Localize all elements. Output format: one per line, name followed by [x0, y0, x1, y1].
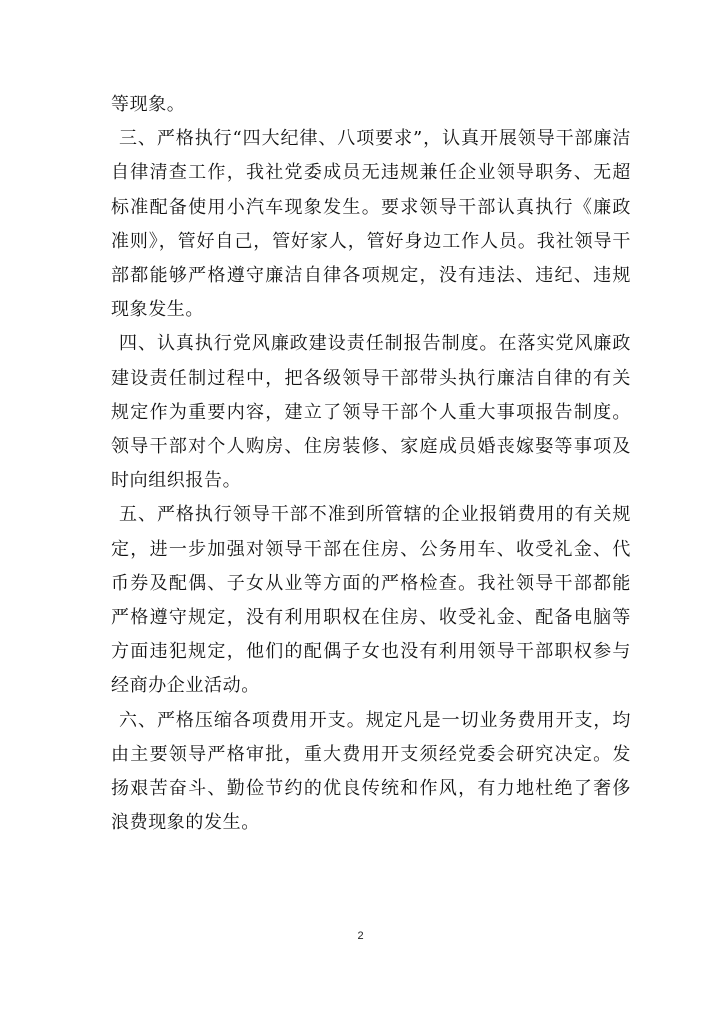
paragraph-section-six: 六、严格压缩各项费用开支。规定凡是一切业务费用开支，均由主要领导严格审批，重大费用开支须经党委会研究决定。发扬艰苦奋斗、勤俭节约的优良传统和作风，有力地杜绝了奢侈浪费现象的发生。 [111, 709, 631, 834]
paragraph-section-three: 三、严格执行“四大纪律、八项要求”，认真开展领导干部廉洁自律清查工作，我社党委成员无违规兼任企业领导职务、无超标准配备使用小汽车现象发生。要求领导干部认真执行《廉政准则》，管好自己，管好家人，管好身边工作人员。我社领导干部都能够严格遵守廉洁自律各项规定，没有违法、违纪、违规现象发生。 [111, 128, 631, 321]
paragraph-section-four: 四、认真执行党风廉政建设责任制报告制度。在落实党风廉政建设责任制过程中，把各级领导干部带头执行廉洁自律的有关规定作为重要内容，建立了领导干部个人重大事项报告制度。领导干部对个人购房、住房装修、家庭成员婚丧嫁娶等事项及时向组织报告。 [111, 333, 631, 492]
paragraph-continuation: 等现象。 [111, 94, 186, 115]
paragraph-section-five: 五、严格执行领导干部不准到所管辖的企业报销费用的有关规定，进一步加强对领导干部在住房、公务用车、收受礼金、代币券及配偶、子女从业等方面的严格检查。我社领导干部都能严格遵守规定，没有利用职权在住房、收受礼金、配备电脑等方面违犯规定，他们的配偶子女也没有利用领导干部职权参与经商办企业活动。 [111, 504, 631, 697]
page-number: 2 [357, 930, 364, 942]
document-body [111, 88, 631, 840]
